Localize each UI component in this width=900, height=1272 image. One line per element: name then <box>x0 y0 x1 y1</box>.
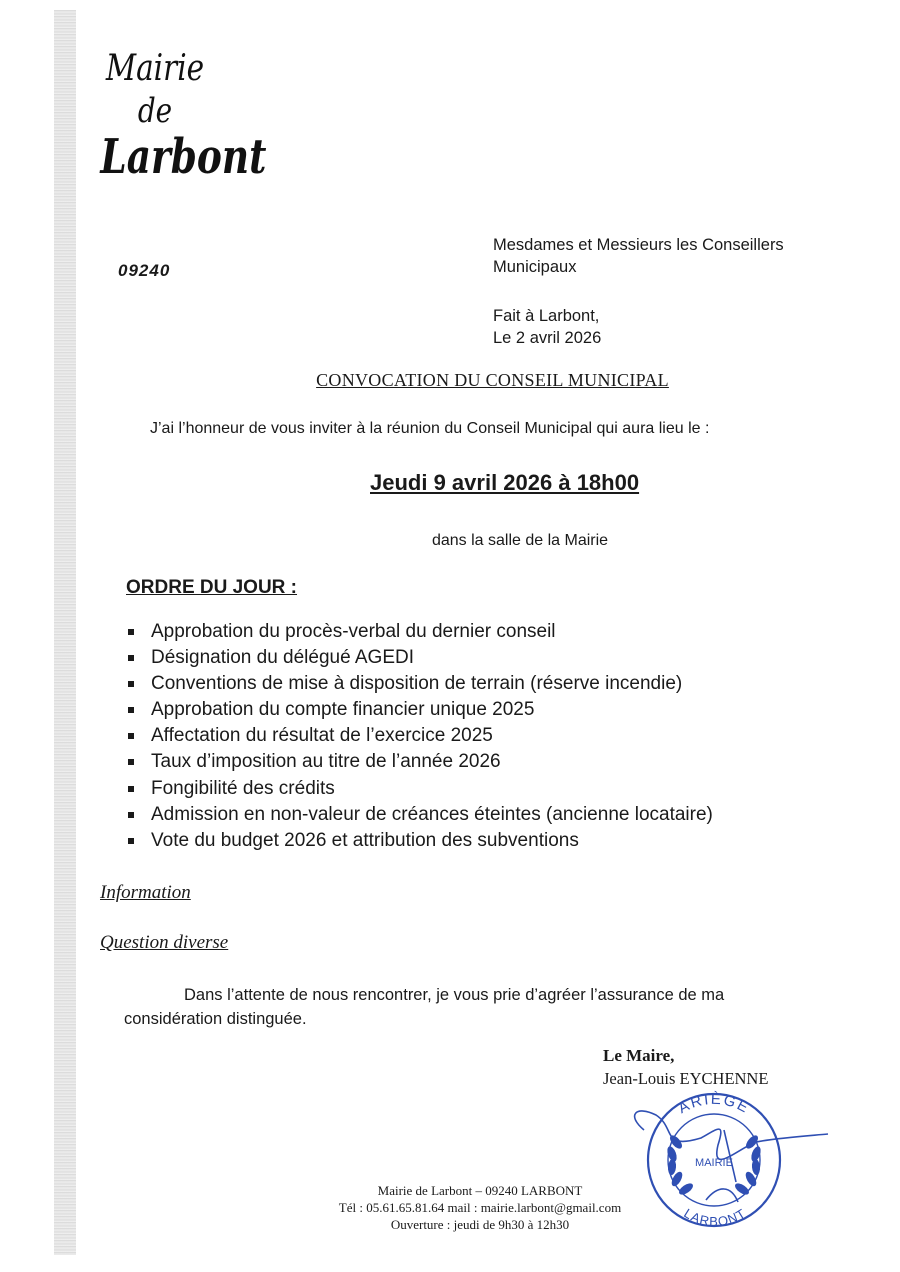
bullet-square-icon <box>128 707 134 713</box>
dateline-place: Fait à Larbont, <box>493 307 600 325</box>
svg-text:ARIÈGE <box>675 1091 752 1117</box>
agenda-item: Admission en non-valeur de créances éteintes (ancienne locataire) <box>125 802 713 828</box>
section-information: Information <box>100 882 191 903</box>
agenda-item: Désignation du délégué AGEDI <box>125 645 713 671</box>
agenda-item: Fongibilité des crédits <box>125 776 713 802</box>
stamp-bottom-text: LARBONT <box>681 1205 749 1230</box>
agenda-list <box>125 619 713 854</box>
bullet-square-icon <box>128 733 134 739</box>
bullet-square-icon <box>128 681 134 687</box>
dateline <box>493 305 601 349</box>
bullet-square-icon <box>128 629 134 635</box>
bullet-square-icon <box>128 786 134 792</box>
signature-title: Le Maire, <box>603 1046 675 1065</box>
agenda-item: Vote du budget 2026 et attribution des subventions <box>125 828 713 854</box>
bullet-square-icon <box>128 812 134 818</box>
bullet-square-icon <box>128 655 134 661</box>
meeting-datetime: Jeudi 9 avril 2026 à 18h00 <box>370 470 640 495</box>
footer-hours: Ouverture : jeudi de 9h30 à 12h30 <box>390 1217 570 1232</box>
page-edge-strip <box>54 10 76 1255</box>
agenda-item: Approbation du compte financier unique 2025 <box>125 697 713 723</box>
intro-text: J’ai l’honneur de vous inviter à la réunion du Conseil Municipal qui aura lieu le : <box>150 420 710 437</box>
footer-contact: Tél : 05.61.65.81.64 mail : mairie.larbont@gmail.com <box>338 1200 622 1215</box>
dateline-date: Le 2 avril 2026 <box>493 329 602 347</box>
agenda-item: Taux d’imposition au titre de l’année 2026 <box>125 749 713 775</box>
closing-paragraph: Dans l’attente de nous rencontrer, je vous prie d’agréer l’assurance de ma considération distinguée. <box>124 986 725 1028</box>
agenda-item: Conventions de mise à disposition de terrain (réserve incendie) <box>125 671 713 697</box>
agenda-item: Affectation du résultat de l’exercice 2025 <box>125 723 713 749</box>
logo-line-mairie: Mairie <box>105 48 205 89</box>
footer-address: Mairie de Larbont – 09240 LARBONT <box>377 1183 583 1198</box>
recipient-line-1: Mesdames et Messieurs les Conseillers <box>493 236 784 254</box>
document-title: CONVOCATION DU CONSEIL MUNICIPAL <box>316 370 669 390</box>
logo-line-de: de <box>137 91 173 131</box>
bullet-square-icon <box>128 838 134 844</box>
town-logo <box>85 48 267 185</box>
footer <box>280 1182 680 1233</box>
agenda-heading: ORDRE DU JOUR : <box>126 577 298 598</box>
svg-text:LARBONT <box>681 1205 748 1229</box>
signature-name: Jean-Louis EYCHENNE <box>603 1069 769 1088</box>
recipient-block <box>493 234 823 278</box>
agenda-item: Approbation du procès-verbal du dernier conseil <box>125 619 713 645</box>
stamp-center-text: MAIRIE <box>695 1157 733 1169</box>
meeting-location: dans la salle de la Mairie <box>431 532 609 549</box>
stamp-top-text: ARIÈGE <box>675 1090 753 1118</box>
section-question-diverse: Question diverse <box>100 932 229 953</box>
recipient-line-2: Municipaux <box>493 258 577 276</box>
logo-line-larbont: Larbont <box>100 129 267 185</box>
logo-postcode: 09240 <box>118 261 171 280</box>
bullet-square-icon <box>128 759 134 765</box>
